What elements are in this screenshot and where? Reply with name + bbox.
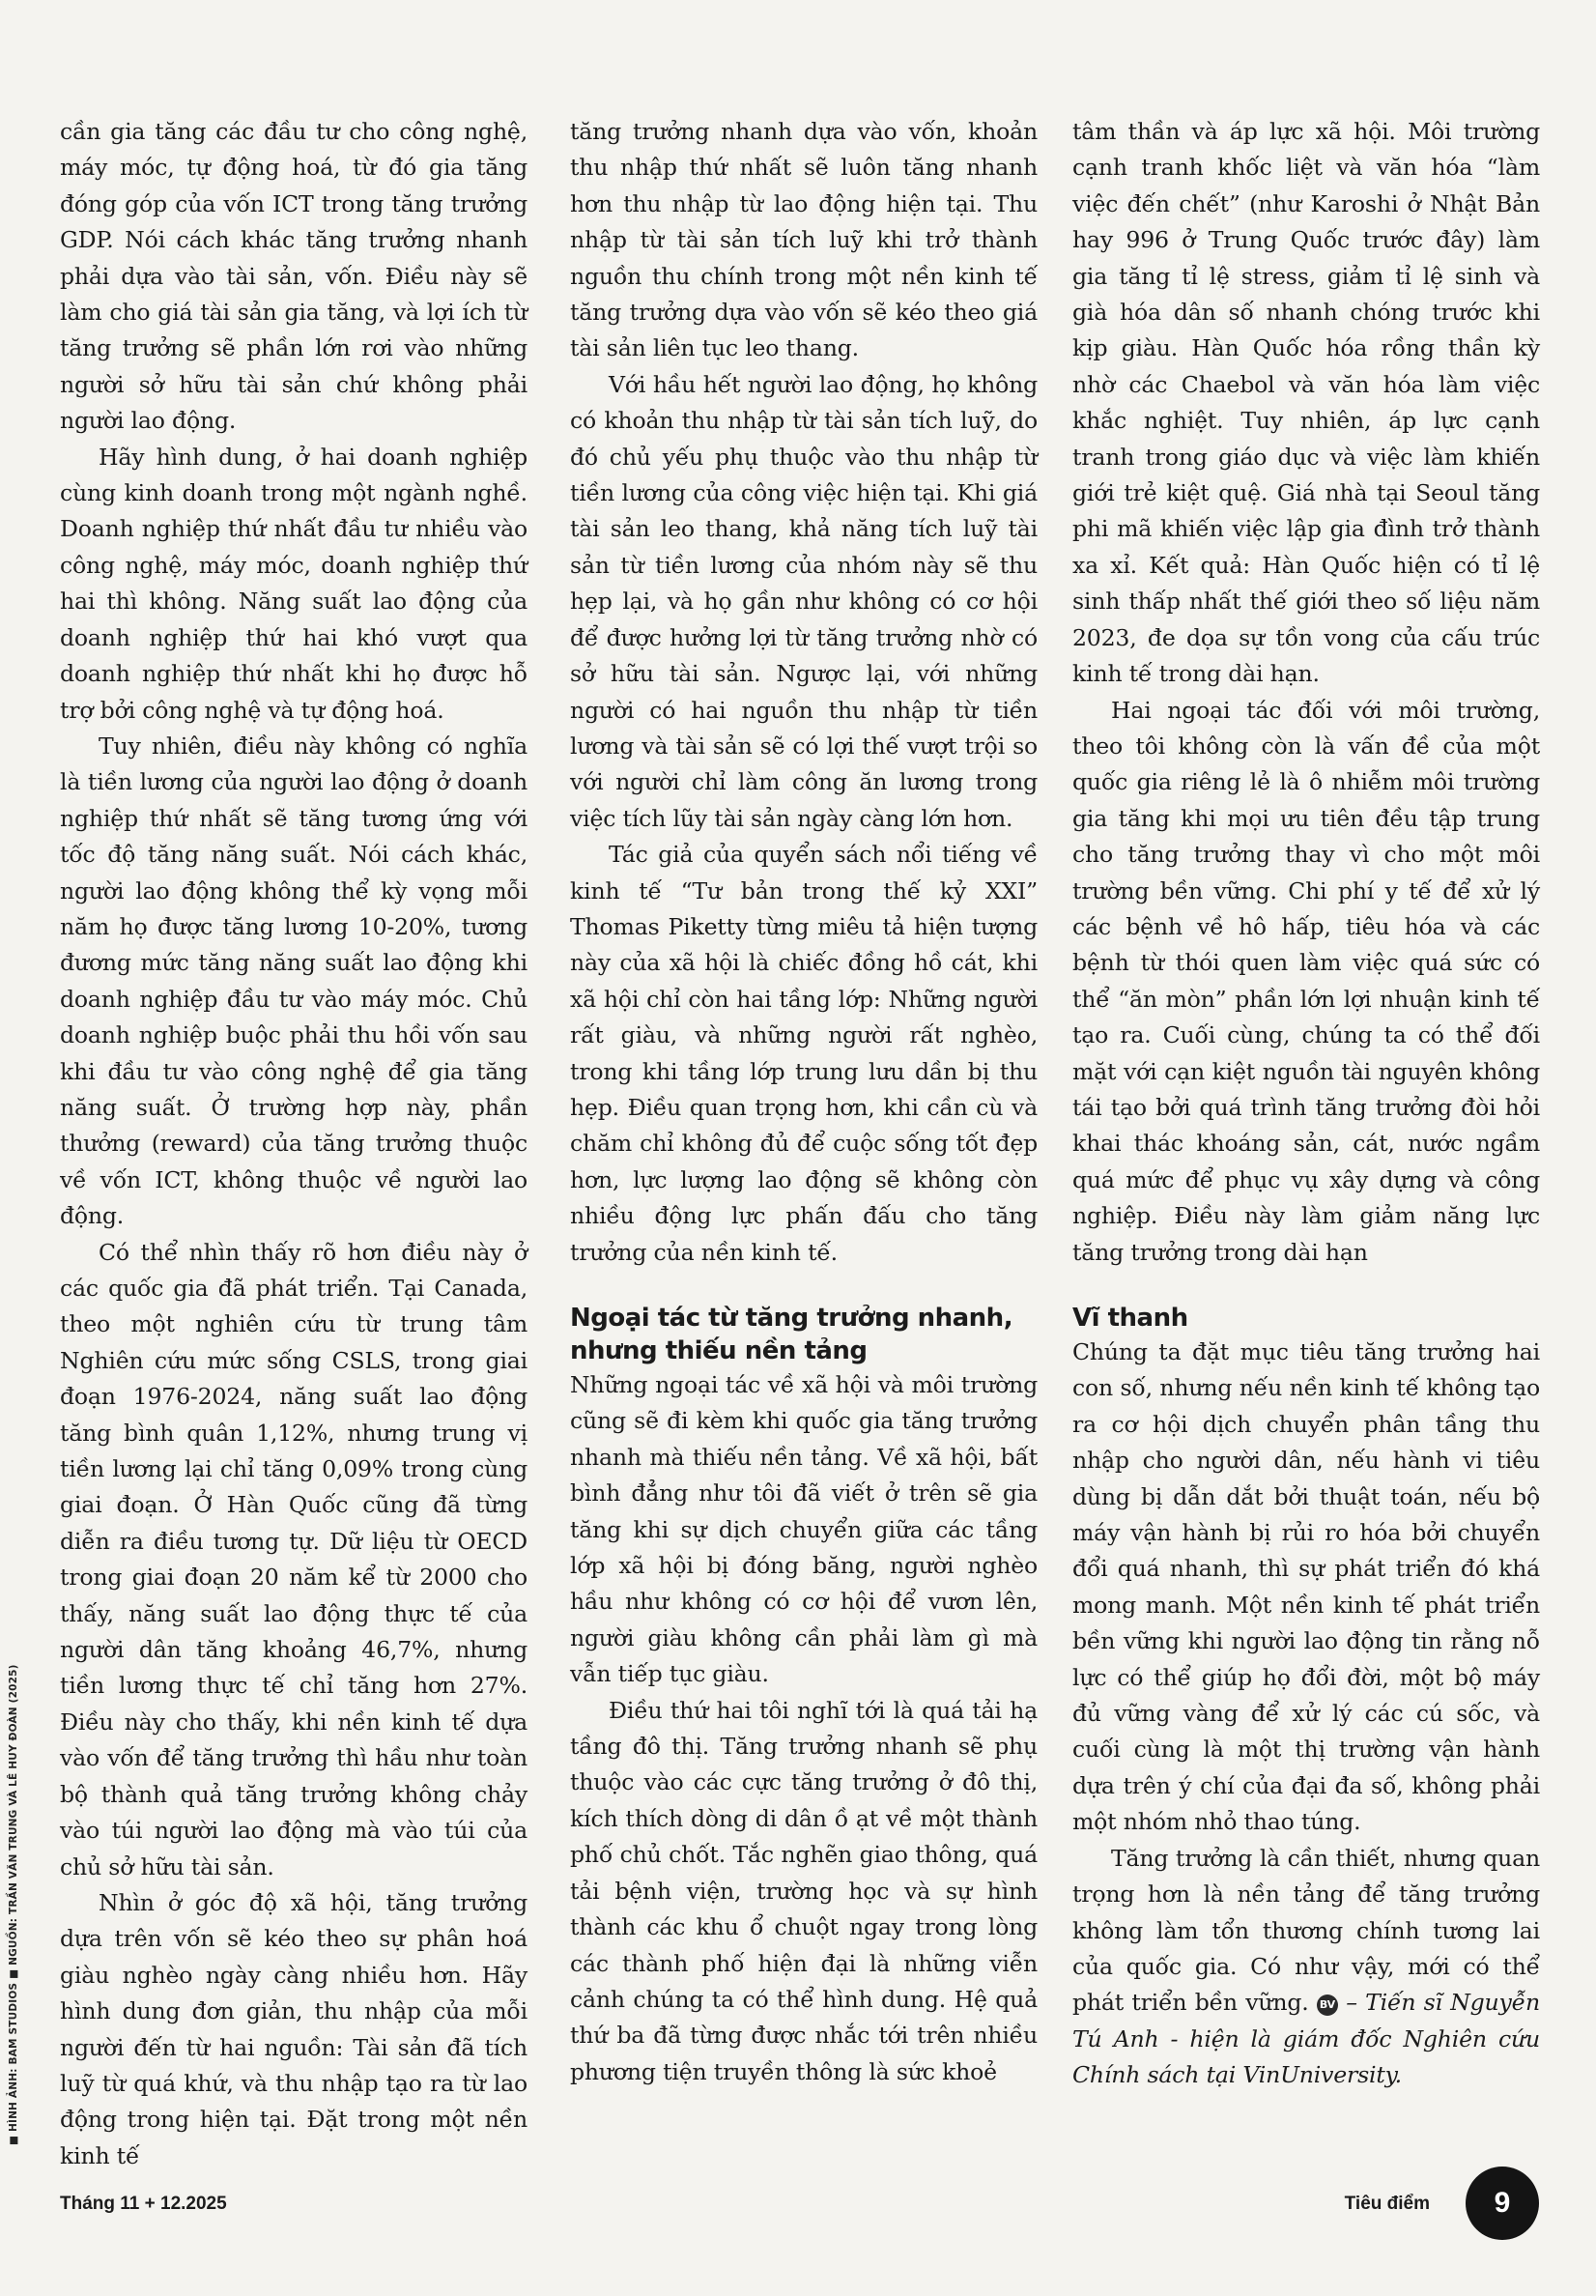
paragraph: Hãy hình dung, ở hai doanh nghiệp cùng kinh doanh trong một ngành nghề. Doanh nghiệp thứ nhất đầu tư nhiều vào công nghệ, máy móc, doanh nghiệp thứ hai thì không. Năng suất lao động của doanh nghiệp thứ hai khó vượt qua doanh nghiệp thứ nhất khi họ được hỗ trợ bởi công nghệ và tự động hoá. [60,443,527,724]
author-byline: – Tiến sĩ Nguyễn Tú Anh - hiện là giám đốc Nghiên cứu Chính sách tại VinUniversity. [1072,1989,1540,2089]
article-column-2 [570,114,1038,2090]
closing-text: Tăng trưởng là cần thiết, nhưng quan trọng hơn là nền tảng để tăng trưởng không làm tổn thương chính tương lai của quốc gia. Có như vậy, mới có thể phát triển bền vững. [1072,1844,1540,2017]
paragraph: tâm thần và áp lực xã hội. Môi trường cạnh tranh khốc liệt và văn hóa “làm việc đến chết” (như Karoshi ở Nhật Bản hay 996 ở Trung Quốc trước đây) làm gia tăng tỉ lệ stress, giảm tỉ lệ sinh và già hóa dân số nhanh chóng trước khi kịp giàu. Hàn Quốc hóa rồng thần kỳ nhờ các Chaebol và văn hóa làm việc khắc nghiệt. Tuy nhiên, áp lực cạnh tranh trong giáo dục và việc làm khiến giới trẻ kiệt quệ. Giá nhà tại Seoul tăng phi mã khiến việc lập gia đình trở thành xa xỉ. Kết quả: Hàn Quốc hiện có tỉ lệ sinh thấp nhất thế giới theo số liệu năm 2023, đe dọa sự tồn vong của cấu trúc kinh tế trong dài hạn. [1072,118,1540,688]
paragraph: Nhìn ở góc độ xã hội, tăng trưởng dựa trên vốn sẽ kéo theo sự phân hoá giàu nghèo ngày càng nhiều hơn. Hãy hình dung đơn giản, thu nhập của mỗi người đến từ hai nguồn: Tài sản đã tích luỹ từ quá khứ, và thu nhập tạo ra từ lao động trong hiện tại. Đặt trong một nền kinh tế [60,1888,527,2169]
paragraph [1072,1841,1540,2094]
paragraph: tăng trưởng nhanh dựa vào vốn, khoản thu nhập thứ nhất sẽ luôn tăng nhanh hơn thu nhập từ lao động hiện tại. Thu nhập từ tài sản tích luỹ khi trở thành nguồn thu chính trong một nền kinh tế tăng trưởng dựa vào vốn sẽ kéo theo giá tài sản liên tục leo thang. [570,118,1038,362]
section-heading: Ngoại tác từ tăng trưởng nhanh, nhưng thiếu nền tảng [570,1304,1013,1365]
paragraph: Hai ngoại tác đối với môi trường, theo tôi không còn là vấn đề của một quốc gia riêng lẻ là ô nhiễm môi trường gia tăng khi mọi ưu tiên đều tập trung cho tăng trưởng thay vì cho một môi trường bền vững. Chi phí y tế để xử lý các bệnh về hô hấp, tiêu hóa và các bệnh từ thói quen làm việc quá sức có thể “ăn mòn” phần lớn lợi nhuận kinh tế tạo ra. Cuối cùng, chúng ta có thể đối mặt với cạn kiệt nguồn tài nguyên không tái tạo bởi quá trình tăng trưởng đòi hỏi khai thác khoáng sản, cát, nước ngầm quá mức để phục vụ xây dựng và công nghiệp. Điều này làm giảm năng lực tăng trưởng trong dài hạn [1072,696,1540,1266]
section-heading: Vĩ thanh [1072,1304,1188,1333]
paragraph: Tuy nhiên, điều này không có nghĩa là tiền lương của người lao động ở doanh nghiệp thứ nhất sẽ tăng tương ứng với tốc độ tăng năng suất. Nói cách khác, người lao động không thể kỳ vọng mỗi năm họ được tăng lương 10-20%, tương đương mức tăng năng suất lao động khi doanh nghiệp đầu tư vào máy móc. Chủ doanh nghiệp buộc phải thu hồi vốn sau khi đầu tư vào công nghệ để gia tăng năng suất. Ở trường hợp này, phần thưởng (reward) của tăng trưởng thuộc về vốn ICT, không thuộc về người lao động. [60,732,527,1230]
page-number: 9 [1466,2167,1539,2240]
paragraph: Điều thứ hai tôi nghĩ tới là quá tải hạ tầng đô thị. Tăng trưởng nhanh sẽ phụ thuộc vào các cực tăng trưởng ở đô thị, kích thích dòng di dân ồ ạt về một thành phố chủ chốt. Tắc nghẽn giao thông, quá tải bệnh viện, trường học và sự hình thành các khu ổ chuột ngay trong lòng các thành phố hiện đại là những viễn cảnh chúng ta có thể hình dung. Hệ quả thứ ba đã từng được nhắc tới trên nhiều phương tiện truyền thông là sức khoẻ [570,1696,1038,2085]
paragraph: Những ngoại tác về xã hội và môi trường cũng sẽ đi kèm khi quốc gia tăng trưởng nhanh mà thiếu nền tảng. Về xã hội, bất bình đẳng như tôi đã viết ở trên sẽ gia tăng khi sự dịch chuyển giữa các tầng lớp xã hội bị đóng băng, người nghèo hầu như không có cơ hội để vươn lên, người giàu không cần phải làm gì mà vẫn tiếp tục giàu. [570,1371,1038,1688]
paragraph: Với hầu hết người lao động, họ không có khoản thu nhập từ tài sản tích luỹ, do đó chủ yếu phụ thuộc vào thu nhập từ tiền lương của công việc hiện tại. Khi giá tài sản leo thang, khả năng tích luỹ tài sản từ tiền lương của nhóm này sẽ thu hẹp lại, và họ gần như không có cơ hội để được hưởng lợi từ tăng trưởng nhờ có sở hữu tài sản. Ngược lại, với những người có hai nguồn thu nhập từ tiền lương và tài sản sẽ có lợi thế vượt trội so với người chỉ làm công ăn lương trong việc tích lũy tài sản ngày càng lớn hơn. [570,370,1038,832]
end-mark-icon: BV [1317,1995,1338,2016]
article-column-3 [1072,114,1540,2094]
issue-date: Tháng 11 + 12.2025 [60,2194,227,2214]
section-label: Tiêu điểm [1344,2194,1430,2214]
paragraph: Có thể nhìn thấy rõ hơn điều này ở các quốc gia đã phát triển. Tại Canada, theo một nghiên cứu từ trung tâm Nghiên cứu mức sống CSLS, trong giai đoạn 1976-2024, năng suất lao động tăng bình quân 1,12%, nhưng trung vị tiền lương lại chỉ tăng 0,09% trong cùng giai đoạn. Ở Hàn Quốc cũng đã từng diễn ra điều tương tự. Dữ liệu từ OECD trong giai đoạn 20 năm kể từ 2000 cho thấy, năng suất lao động thực tế của người dân tăng khoảng 46,7%, nhưng tiền lương thực tế chỉ tăng hơn 27%. Điều này cho thấy, khi nền kinh tế dựa vào vốn để tăng trưởng thì hầu như toàn bộ thành quả tăng trưởng không chảy vào túi người lao động mà vào túi của chủ sở hữu tài sản. [60,1238,527,1880]
image-credit: ■ HÌNH ẢNH: BAM STUDIOS ■ NGUỒN: TRẦN VĂN TRUNG VÀ LÊ HUY ĐOÀN (2025) [8,1664,19,2145]
paragraph: Tác giả của quyển sách nổi tiếng về kinh tế “Tư bản trong thế kỷ XXI” Thomas Piketty từng miêu tả hiện tượng này của xã hội là chiếc đồng hồ cát, khi xã hội chỉ còn hai tầng lớp: Những người rất giàu, và những người rất nghèo, trong khi tầng lớp trung lưu dần bị thu hẹp. Điều quan trọng hơn, khi cần cù và chăm chỉ không đủ để cuộc sống tốt đẹp hơn, lực lượng lao động sẽ không còn nhiều động lực phấn đấu cho tăng trưởng của nền kinh tế. [570,841,1038,1266]
paragraph: cần gia tăng các đầu tư cho công nghệ, máy móc, tự động hoá, từ đó gia tăng đóng góp của vốn ICT trong tăng trưởng GDP. Nói cách khác tăng trưởng nhanh phải dựa vào tài sản, vốn. Điều này sẽ làm cho giá tài sản gia tăng, và lợi ích từ tăng trưởng sẽ phần lớn rơi vào những người sở hữu tài sản chứ không phải người lao động. [60,118,527,435]
article-column-1 [60,114,527,2174]
paragraph: Chúng ta đặt mục tiêu tăng trưởng hai con số, nhưng nếu nền kinh tế không tạo ra cơ hội dịch chuyển phân tầng thu nhập cho người dân, nếu hành vi tiêu dùng bị dẫn dắt bởi thuật toán, nếu bộ máy vận hành bị rủi ro hóa bởi chuyển đổi quá nhanh, thì sự phát triển đó khá mong manh. Một nền kinh tế phát triển bền vững khi người lao động tin rằng nỗ lực có thể giúp họ đổi đời, một bộ máy đủ vững vàng để xử lý các cú sốc, và cuối cùng là một thị trường vận hành dựa trên ý chí của đại đa số, không phải một nhóm nhỏ thao túng. [1072,1338,1540,1836]
